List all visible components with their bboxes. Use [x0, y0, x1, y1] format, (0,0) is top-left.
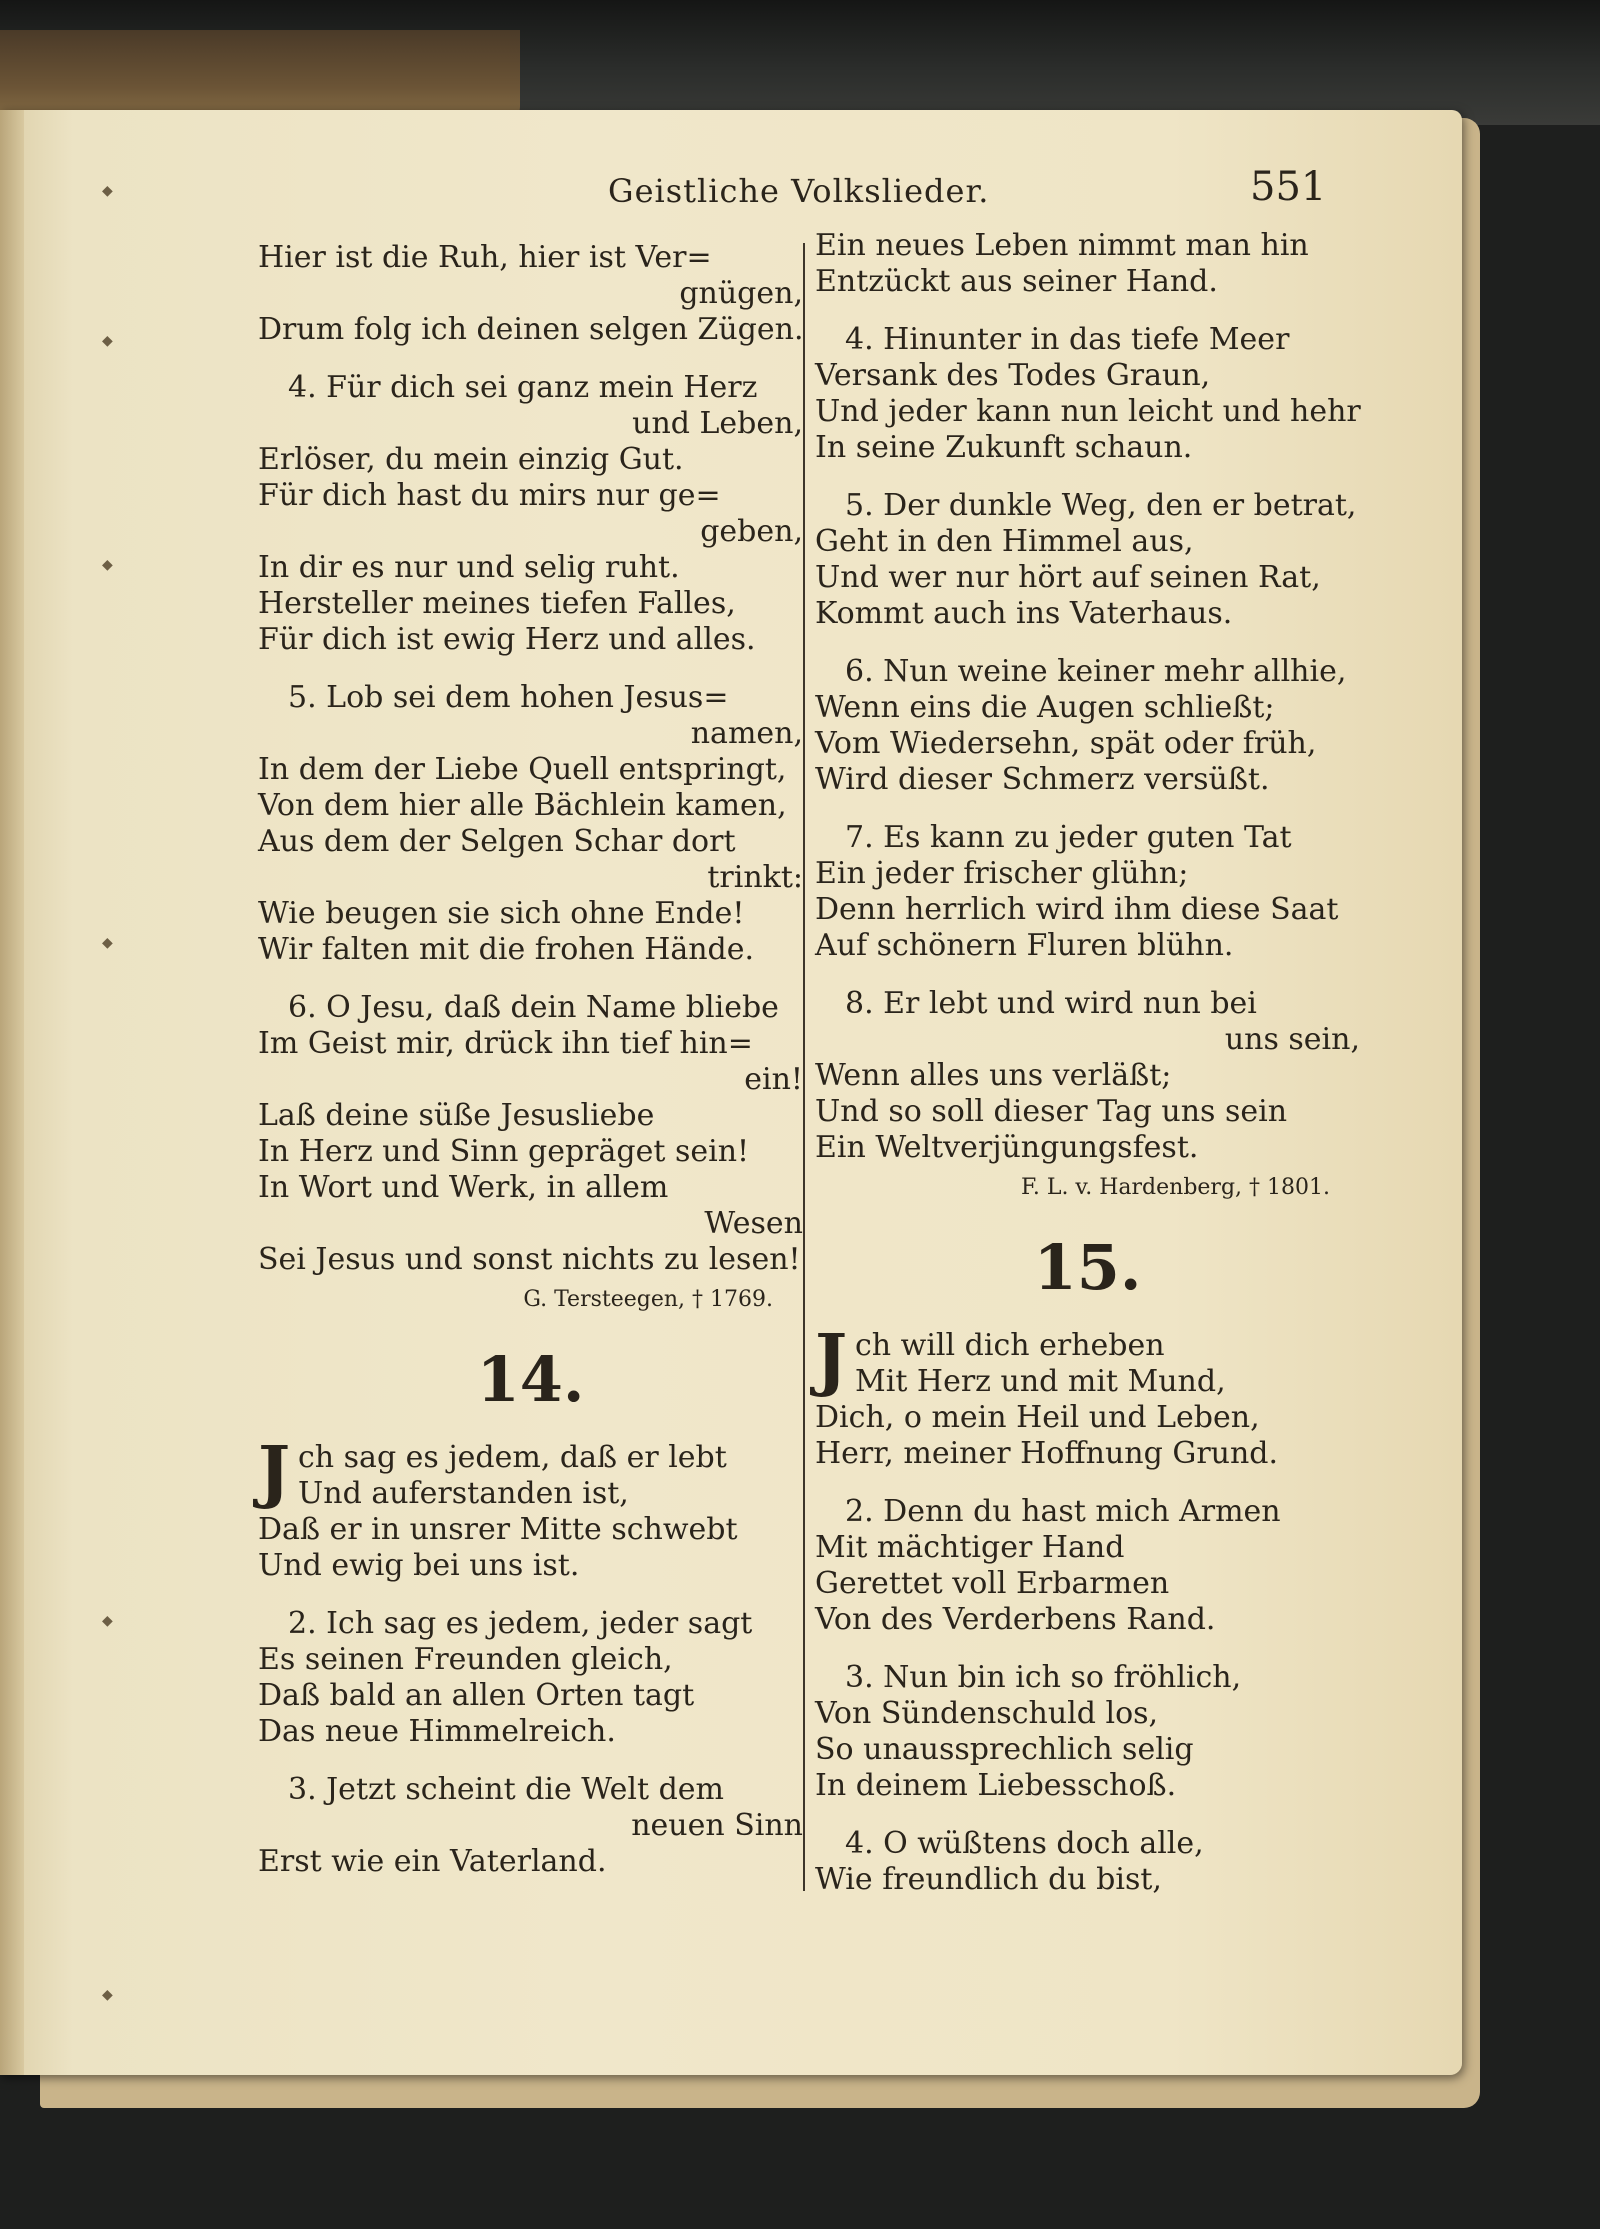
verse-line: Von dem hier alle Bächlein kamen,	[258, 788, 787, 823]
verse-line-text: ch will dich erheben	[855, 1328, 1165, 1363]
stitch-mark-icon: ◆	[102, 333, 113, 349]
verse-line: Wir falten mit die frohen Hände.	[258, 932, 755, 967]
verse-line: Vom Wiedersehn, spät oder früh,	[815, 726, 1317, 761]
left-column	[258, 240, 803, 1880]
hymn-15-verse-1	[815, 1320, 1360, 1472]
verse-line: Für dich ist ewig Herz und alles.	[258, 622, 756, 657]
verse-line: Wenn eins die Augen schließt;	[815, 690, 1275, 725]
verse-line: neuen Sinn	[631, 1808, 803, 1843]
stitch-mark-icon: ◆	[102, 557, 113, 573]
verse-line: Laß deine süße Jesusliebe	[258, 1098, 655, 1133]
verse-line: Und wer nur hört auf seinen Rat,	[815, 560, 1321, 595]
verse-line: Und so soll dieser Tag uns sein	[815, 1094, 1288, 1129]
verse-7	[815, 820, 1360, 964]
verse-line: und Leben,	[632, 406, 803, 441]
verse-line: 4. Für dich sei ganz mein Herz	[288, 370, 758, 405]
verse-line: In dir es nur und selig ruht.	[258, 550, 680, 585]
verse-line: Sei Jesus und sonst nichts zu lesen!	[258, 1242, 801, 1277]
verse-line: Hier ist die Ruh, hier ist Ver=	[258, 240, 712, 275]
verse-line: Auf schönern Fluren blühn.	[815, 928, 1234, 963]
verse-line: Von Sündenschuld los,	[815, 1696, 1159, 1731]
verse-line: Und jeder kann nun leicht und hehr	[815, 394, 1361, 429]
hymn-number: 15.	[1033, 1231, 1142, 1304]
verse-line: Geht in den Himmel aus,	[815, 524, 1194, 559]
verse-line: In seine Zukunft schaun.	[815, 430, 1193, 465]
verse-line: 6. O Jesu, daß dein Name bliebe	[288, 990, 779, 1025]
verse-line: Denn herrlich wird ihm diese Saat	[815, 892, 1339, 927]
hymn-number: 14.	[476, 1343, 585, 1416]
column-divider	[803, 243, 805, 1891]
hymn-14-verse-2	[258, 1606, 803, 1750]
verse-line: Von des Verderbens Rand.	[815, 1602, 1216, 1637]
stitch-mark-icon: ◆	[102, 1613, 113, 1629]
right-column	[815, 228, 1360, 1898]
verse-line: 5. Lob sei dem hohen Jesus=	[288, 680, 729, 715]
verse-line: Wesen	[704, 1206, 803, 1241]
verse-line: Wie freundlich du bist,	[815, 1862, 1162, 1897]
author-attribution: G. Tersteegen, † 1769.	[523, 1287, 773, 1312]
stitch-mark-icon: ◆	[102, 1987, 113, 2003]
verse-line: Kommt auch ins Vaterhaus.	[815, 596, 1233, 631]
stitch-mark-icon: ◆	[102, 183, 113, 199]
verse-4	[258, 370, 803, 658]
verse-line: Es seinen Freunden gleich,	[258, 1642, 673, 1677]
verse-line: Drum folg ich deinen selgen Zügen.	[258, 312, 804, 347]
verse-line: Wenn alles uns verläßt;	[815, 1058, 1172, 1093]
verse-line: 5. Der dunkle Weg, den er betrat,	[845, 488, 1357, 523]
verse-line: Ein neues Leben nimmt man hin	[815, 228, 1309, 263]
verse-continuation	[815, 228, 1360, 300]
hymn-14-verse-3	[258, 1772, 803, 1880]
hymn-15-verse-2	[815, 1494, 1360, 1638]
verse-6	[258, 990, 803, 1278]
verse-line: In dem der Liebe Quell entspringt,	[258, 752, 787, 787]
verse-line: 8. Er lebt und wird nun bei	[845, 986, 1257, 1021]
verse-line: 6. Nun weine keiner mehr allhie,	[845, 654, 1347, 689]
verse-line: Und auferstanden ist,	[298, 1476, 629, 1511]
verse-5	[258, 680, 803, 968]
verse-line-text: ch sag es jedem, daß er lebt	[298, 1440, 727, 1475]
verse-line: Daß bald an allen Orten tagt	[258, 1678, 695, 1713]
verse-line: ein!	[744, 1062, 803, 1097]
verse-line: 2. Denn du hast mich Armen	[845, 1494, 1281, 1529]
verse-line: Versank des Todes Graun,	[815, 358, 1211, 393]
hymn-15-verse-3	[815, 1660, 1360, 1804]
verse-line: Das neue Himmelreich.	[258, 1714, 616, 1749]
verse-line: Dich, o mein Heil und Leben,	[815, 1400, 1260, 1435]
verse-line: Wie beugen sie sich ohne Ende!	[258, 896, 745, 931]
verse-line: Aus dem der Selgen Schar dort	[258, 824, 736, 859]
verse-line: Ein jeder frischer glühn;	[815, 856, 1189, 891]
verse-line: In Wort und Werk, in allem	[258, 1170, 669, 1205]
verse-line: gnügen,	[679, 276, 803, 311]
verse-line: trinkt:	[707, 860, 803, 895]
verse-line: In deinem Liebesschoß.	[815, 1768, 1177, 1803]
hymn-14-verse-1	[258, 1432, 803, 1584]
verse-line: 4. O wüßtens doch alle,	[845, 1826, 1204, 1861]
verse-line: Daß er in unsrer Mitte schwebt	[258, 1512, 738, 1547]
verse-line: namen,	[690, 716, 803, 751]
verse-line: 7. Es kann zu jeder guten Tat	[845, 820, 1292, 855]
verse-line: Und ewig bei uns ist.	[258, 1548, 580, 1583]
drop-cap: J	[815, 1320, 848, 1400]
verse-continuation	[258, 240, 803, 348]
page-binding	[0, 110, 24, 2075]
verse-line: Entzückt aus seiner Hand.	[815, 264, 1218, 299]
stitch-mark-icon: ◆	[102, 935, 113, 951]
verse-6	[815, 654, 1360, 798]
hymn-15-verse-4	[815, 1826, 1360, 1898]
verse-line: 3. Nun bin ich so fröhlich,	[845, 1660, 1242, 1695]
verse-line: Erlöser, du mein einzig Gut.	[258, 442, 684, 477]
verse-line: 4. Hinunter in das tiefe Meer	[845, 322, 1290, 357]
running-head: Geistliche Volkslieder.	[608, 172, 990, 210]
verse-line: Hersteller meines tiefen Falles,	[258, 586, 736, 621]
verse-line: So unaussprechlich selig	[815, 1732, 1194, 1767]
verse-line: Für dich hast du mirs nur ge=	[258, 478, 721, 513]
verse-line: Gerettet voll Erbarmen	[815, 1566, 1170, 1601]
verse-line: In Herz und Sinn gepräget sein!	[258, 1134, 750, 1169]
verse-line: Wird dieser Schmerz versüßt.	[815, 762, 1270, 797]
verse-8	[815, 986, 1360, 1166]
verse-line: Mit mächtiger Hand	[815, 1530, 1125, 1565]
author-attribution: F. L. v. Hardenberg, † 1801.	[1021, 1175, 1330, 1200]
verse-line: Im Geist mir, drück ihn tief hin=	[258, 1026, 753, 1061]
page-number: 551	[1250, 164, 1327, 210]
verse-line: geben,	[700, 514, 803, 549]
drop-cap: J	[258, 1432, 291, 1512]
verse-line: uns sein,	[1224, 1022, 1360, 1057]
verse-line: Herr, meiner Hoffnung Grund.	[815, 1436, 1279, 1471]
verse-line: Mit Herz und mit Mund,	[855, 1364, 1226, 1399]
verse-line: 3. Jetzt scheint die Welt dem	[288, 1772, 724, 1807]
verse-5	[815, 488, 1360, 632]
verse-line: Erst wie ein Vaterland.	[258, 1844, 607, 1879]
verse-line: 2. Ich sag es jedem, jeder sagt	[288, 1606, 753, 1641]
verse-4	[815, 322, 1360, 466]
verse-line: Ein Weltverjüngungsfest.	[815, 1130, 1199, 1165]
